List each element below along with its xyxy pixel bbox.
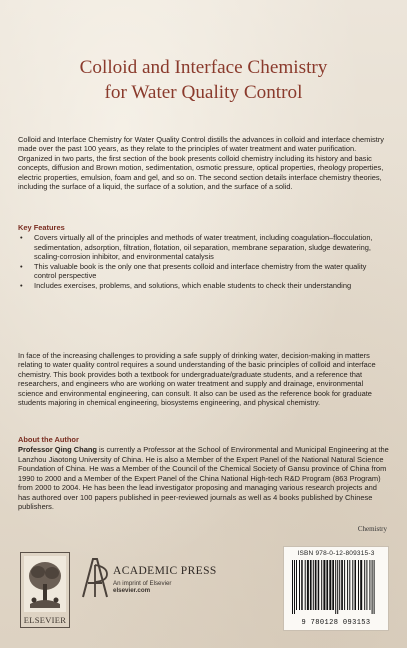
publisher-url: elsevier.com — [113, 587, 151, 594]
barcode-bar — [292, 560, 293, 614]
author-name: Professor Qing Chang — [18, 445, 97, 455]
barcode-bar — [352, 560, 353, 610]
barcode-bar — [321, 560, 322, 610]
key-features-section — [18, 223, 389, 290]
barcode-bar — [349, 560, 350, 610]
barcode-bar — [299, 560, 300, 610]
barcode-bar — [313, 560, 314, 610]
barcode-bar — [355, 560, 357, 610]
author-bio — [18, 445, 389, 511]
elsevier-tree-logo-icon — [24, 556, 66, 612]
barcode-bar — [372, 560, 373, 614]
academic-press-name: ACADEMIC PRESS — [113, 565, 217, 577]
elsevier-logo — [20, 552, 70, 628]
barcode-bar — [307, 560, 309, 610]
key-feature-item: • This valuable book is the only one that presents colloid and interface chemistry from the water quality control perspective — [34, 262, 389, 281]
barcode-bar — [332, 560, 334, 610]
barcode-bar — [341, 560, 343, 610]
barcode-bar — [335, 560, 336, 614]
barcode-bar — [360, 560, 362, 610]
book-title-line-2: for Water Quality Control — [104, 81, 303, 103]
barcode-bar — [294, 560, 295, 614]
barcode-bar — [358, 560, 359, 610]
barcode-bar — [326, 560, 328, 610]
subject-category: Chemistry — [357, 525, 387, 533]
barcode-bar — [318, 560, 320, 610]
key-feature-item: • Includes exercises, problems, and solutions, which enable students to check their understanding — [34, 281, 389, 290]
barcode-digits: 9 780128 093153 — [301, 619, 371, 627]
barcode-icon — [290, 560, 382, 616]
barcode-bar — [339, 560, 340, 610]
barcode-bar — [347, 560, 348, 610]
elsevier-wordmark: ELSEVIER — [23, 615, 67, 625]
key-feature-item: • Covers virtually all of the principles and methods of water treatment, including coagulation–flocculation, sedimentation, adsorption, filtration, flotation, oil separation, membrane separation, sludge dewatering, scaling-corrosion inhibitor, and environmental catalysis — [34, 233, 389, 261]
book-title — [20, 56, 387, 105]
key-features-heading: Key Features — [18, 223, 65, 232]
imprint-line: An imprint of Elsevier — [113, 580, 172, 587]
key-features-list — [18, 233, 389, 290]
barcode-bar — [344, 560, 345, 610]
isbn-barcode-panel — [283, 546, 389, 631]
barcode-bar — [310, 560, 312, 610]
barcode-bar — [296, 560, 297, 610]
book-title-line-1: Colloid and Interface Chemistry — [79, 57, 328, 78]
intro-paragraph: Colloid and Interface Chemistry for Water Quality Control distills the advances in colloid and interface chemistry made over the past 100 years, as they relate to the principles of water treatment and water purification. Organized in two parts, the first section of the book presents colloid chemistry including its history and basic concepts, diffusion and Brown motion, sedimentation, osmotic pressure, optical properties, rheology properties, electric properties, emulsion, foam and gel, and so on. The second section details interface chemistry theories, including the surface of a liquid, the surface of a solution, and the surface of a solid. — [18, 135, 384, 192]
barcode-bar — [329, 560, 331, 610]
summary-paragraph: In face of the increasing challenges to providing a safe supply of drinking water, decision-making in matters relating to water quality control requires a sound understanding of the basic principles of colloid and interface chemistry. This book provides both a textbook for undergraduate/graduate students, and a reference that researchers, and engineers who are working on water treatment and supply and drainage, environmental science and environmental engineering, can consult. It also can be used as the reference book for graduate students majoring in chemical engineering, biosystems engineering, and physical chemistry. — [18, 351, 376, 408]
isbn-number: ISBN 978-0-12-809315-3 — [297, 550, 375, 557]
barcode-bar — [364, 560, 365, 610]
barcode-bar — [301, 560, 303, 610]
barcode-bar — [305, 560, 306, 610]
barcode-bar — [366, 560, 367, 610]
academic-press-imprint — [113, 565, 217, 594]
barcode-bar — [323, 560, 325, 610]
barcode-bar — [315, 560, 317, 610]
barcode-bar — [369, 560, 370, 610]
about-author-section — [18, 435, 389, 512]
barcode-bar — [374, 560, 375, 614]
barcode-bar — [337, 560, 338, 614]
about-author-heading: About the Author — [18, 435, 79, 444]
author-bio-text: is currently a Professor at the School of Environmental and Municipal Engineering at the Lanzhou Jiaotong University of China. He is also a Member of the Expert Panel of the National Natural Science Foundation of China. He was a Member of the Council of the Chemical Society of Gansu province of China from 1990 to 2000 and a Member of the Expert Panel of the China National High-tech R&D Program (863 Program) from 2000 to 2004. He has been the lead investigator proposing and managing various research projects and has authored over 100 papers published in peer-reviewed journals as well as 4 books published by Chinese publishers. — [18, 445, 389, 512]
academic-press-ap-logo-icon — [80, 555, 110, 599]
